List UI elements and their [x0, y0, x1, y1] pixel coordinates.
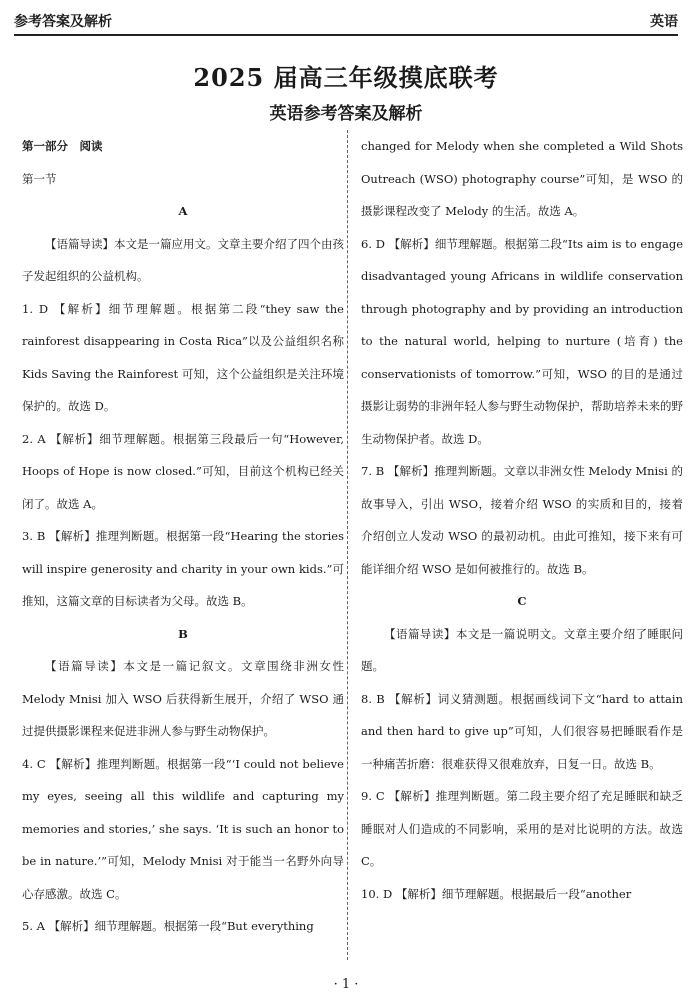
part-heading: 第一部分 阅读 [22, 139, 103, 153]
answer-3: 3. B 【解析】推理判断题。根据第一段“Hearing the stories will inspire generosity and charity in your own kids.”可推知，这篇文章的目标读者为父母。故选 B。 [22, 529, 344, 608]
left-column [22, 130, 344, 943]
right-column [361, 130, 683, 910]
page-number: · 1 · [333, 977, 359, 992]
answer-7: 7. B 【解析】推理判断题。文章以非洲女性 Melody Mnisi 的故事导入，引出 WSO，接着介绍 WSO 的实质和目的，接着介绍创立人发动 WSO 的最初动机。由此可推知，接下来有可能详细介绍 WSO 是如何被推行的。故选 B。 [361, 464, 683, 576]
answer-5: 5. A 【解析】细节理解题。根据第一段“But everything [22, 919, 314, 933]
answer-5-continued: changed for Melody when she completed a Wild Shots Outreach (WSO) photography course”可知，是 WSO 的摄影课程改变了 Melody 的生活。故选 A。 [361, 139, 683, 218]
passage-b-label: B [178, 626, 188, 641]
header-left-label: 参考答案及解析 [14, 14, 112, 30]
passage-c-label: C [517, 594, 527, 608]
page-subtitle: 英语参考答案及解析 [269, 104, 423, 124]
answer-4: 4. C 【解析】推理判断题。根据第一段“‘I could not believe my eyes, seeing all this wildlife and capturing my memories and stories,’ she says. ‘It is such an honor to be in nature.’”可知，Melody Mnisi 对于能当一名野外向导心存感激。故选 C。 [22, 756, 344, 901]
answer-8: 8. B 【解析】词义猜测题。根据画线词下文“hard to attain and then hard to give up”可知，人们很容易把睡眠看作是一种痛苦折磨：很难获得又很难放弃，日复一日。故选 B。 [361, 691, 683, 771]
answer-2: 2. A 【解析】细节理解题。根据第三段最后一句“However, Hoops of Hope is now closed.”可知，目前这个机构已经关闭了。故选 A。 [22, 431, 344, 511]
answer-6: 6. D 【解析】细节理解题。根据第二段“Its aim is to engage disadvantaged young Africans in wildlife conservation through photography and by providing an introduction to the natural world, helping to nurture (培育) the conservationists of tomorrow.”可知，WSO 的目的是通过摄影让弱势的非洲年轻人参与野生动物保护，帮助培养未来的野生动物保护者。故选 D。 [361, 236, 683, 446]
column-divider [347, 130, 348, 960]
answer-1: 1. D 【解析】细节理解题。根据第二段“they saw the rainforest disappearing in Costa Rica”以及公益组织名称 Kids Saving the Rainforest 可知，这个公益组织是关注环境保护的。故选 D。 [22, 301, 344, 413]
section-heading: 第一节 [22, 171, 57, 186]
passage-c-intro: 【语篇导读】本文是一篇说明文。文章主要介绍了睡眠问题。 [361, 626, 683, 673]
page-title: 2025 届高三年级摸底联考 [193, 63, 499, 92]
answer-9: 9. C 【解析】推理判断题。第二段主要介绍了充足睡眠和缺乏睡眠对人们造成的不同影响，采用的是对比说明的方法。故选 C。 [361, 789, 683, 868]
page-header [14, 8, 678, 36]
answer-10: 10. D 【解析】细节理解题。根据最后一段“another [361, 886, 632, 901]
passage-b-intro: 【语篇导读】本文是一篇记叙文。文章围绕非洲女性 Melody Mnisi 加入 WSO 后获得新生展开，介绍了 WSO 通过提供摄影课程来促进非洲人参与野生动物保护。 [22, 659, 344, 738]
header-right-label: 英语 [650, 14, 678, 30]
passage-a-intro: 【语篇导读】本文是一篇应用文。文章主要介绍了四个由孩子发起组织的公益机构。 [22, 236, 344, 283]
passage-a-label: A [178, 204, 188, 218]
